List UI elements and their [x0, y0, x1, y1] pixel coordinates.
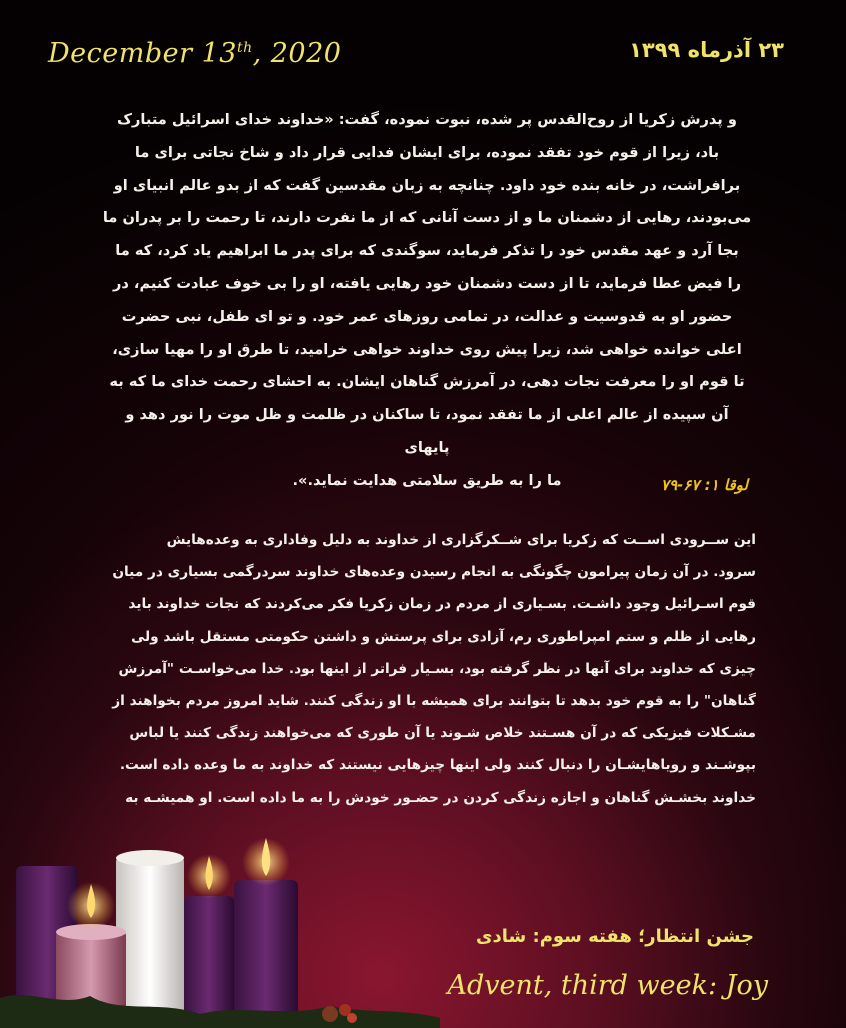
advent-week-title-english: Advent, third week: Joy — [447, 970, 768, 1001]
scripture-line: و پدرش زکریا از روح‌القدس پر شده، نبوت نموده، گفت: «خداوند خدای اسرائیل متبارک — [117, 111, 737, 128]
scripture-line: بجا آرد و عهد مقدس خود را تذکر فرماید، سوگندی که برای پدر ما ابراهیم یاد کرد، که ما — [115, 242, 739, 260]
scripture-line: ما را به طریق سلامتی هدایت نماید.». — [292, 471, 562, 489]
candle-white — [116, 856, 184, 1028]
commentary-line: گناهان" را به قوم خود بدهد تا بتوانند برای همیشه با او زندگی کنند. شاید امروز مردم بخواهند از — [112, 693, 756, 710]
date-persian: ۲۳ آذرماه ۱۳۹۹ — [629, 38, 784, 62]
commentary-line: رهایی از ظلم و ستم امپراطوری رم، آزادی برای پرستش و داشتن حکومتی مستقل باشد ولی — [131, 628, 756, 645]
commentary-line: قوم اسـرائیل وجود داشـت. بسـیاری از مردم در زمان زکریا فکر می‌کردند که نجات خداوند باید — [128, 596, 756, 613]
candle-purple-right — [234, 880, 298, 1028]
commentary-line: مشـکلات فیزیکی که در آن هسـتند خلاص شـوند یا آن طوری که می‌خواهند زندگی کنند یا لباس — [129, 725, 756, 742]
commentary-line: سرود. در آن زمان پیرامون چگونگی به انجام رسیدن وعده‌های خداوند سردرگمی بسیاری در میان — [112, 564, 756, 581]
advent-candles-illustration — [0, 818, 440, 1028]
scripture-line: می‌بودند، رهایی از دشمنان ما و از دست آنانی که از ما نفرت دارند، تا رحمت را بر پدران ما — [102, 209, 752, 227]
scripture-passage — [102, 104, 752, 498]
commentary-line: بپوشـند و رویاهایشـان را دنبال کنند ولی اینها چیزهایی نیستند که خداوند به ما وعده داده است. — [119, 757, 756, 774]
scripture-line: آن سپیده از عالم اعلی از ما تفقد نمود، تا ساکنان در ظلمت و ظل موت را نور دهد و پایهای — [125, 406, 729, 456]
scripture-line: اعلی خوانده خواهی شد، زیرا پیش روی خداوند خواهی خرامید، تا طرق او را مهیا سازی، — [112, 340, 742, 358]
advent-week-title-persian: جشن انتظار؛ هفته سوم: شادی — [476, 926, 754, 947]
commentary-line: این ســرودی اســت که زکریا برای شــکرگزاری از خداوند به دلیل وفاداری به وعده‌هایش — [166, 532, 756, 548]
scripture-line: تا قوم او را معرفت نجات دهی، در آمرزش گناهان ایشان. به احشای رحمت خدای ما که به — [109, 373, 745, 391]
commentary-line: چیزی که خداوند برای آنها در نظر گرفته بود، بسـیار فراتر از اینها بود. خدا می‌خواسـت "آمرزش — [118, 660, 756, 677]
commentary-line: خداوند بخشـش گناهان و اجازه زندگی کردن در حضـور خودش را به ما داده است. او همیشـه به — [125, 789, 756, 806]
scripture-reference: لوقا ۱: ۶۷-۷۹ — [660, 476, 748, 494]
date-english: December 13th, 2020 — [48, 38, 342, 69]
commentary-text — [96, 524, 756, 814]
candle-purple-mid — [184, 896, 234, 1028]
scripture-line: باد، زیرا از قوم خود تفقد نموده، برای ایشان فدایی قرار داد و شاخ نجاتی برای ما — [134, 143, 720, 161]
scripture-line: را فیض عطا فرماید، تا از دست دشمنان خود رهایی یافته، او را بی خوف عبادت کنیم، در — [112, 274, 742, 292]
scripture-line: حضور او به قدوسیت و عدالت، در تمامی روزهای عمر خود. و تو ای طفل، نبی حضرت — [121, 307, 733, 325]
scripture-line: برافراشت، در خانه بنده خود داود. چنانچه به زبان مقدسین گفت که از بدو عالم انبیای او — [113, 176, 741, 194]
